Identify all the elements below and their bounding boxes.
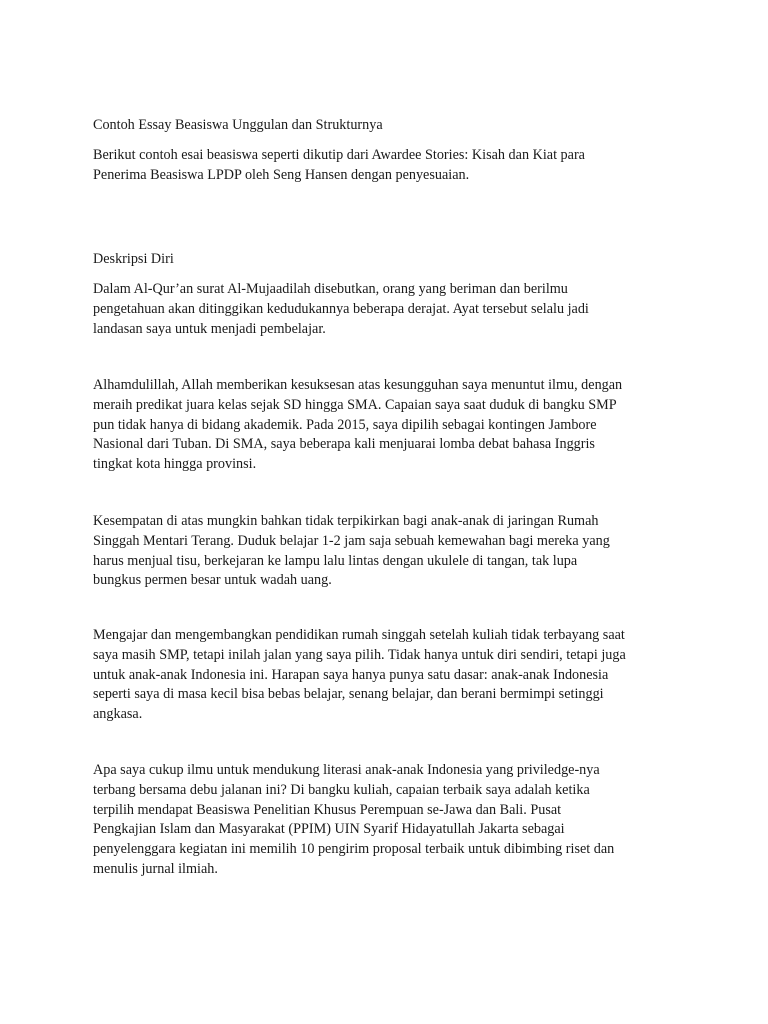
paragraph-line: Dalam Al-Qur’an surat Al-Mujaadilah disebutkan, orang yang beriman dan berilmu: [93, 281, 568, 297]
paragraph-line: terbang bersama debu jalanan ini? Di bangku kuliah, capaian terbaik saya adalah ketika: [93, 781, 590, 798]
paragraph-line: Kesempatan di atas mungkin bahkan tidak terpikirkan bagi anak-anak di jaringan Rumah: [93, 513, 599, 529]
paragraph-line: pun tidak hanya di bidang akademik. Pada 2015, saya dipilih sebagai kontingen Jambore: [93, 416, 597, 433]
paragraph-line: saya masih SMP, tetapi inilah jalan yang saya pilih. Tidak hanya untuk diri sendiri, tetapi juga: [93, 646, 626, 663]
paragraph-line: terpilih mendapat Beasiswa Penelitian Khusus Perempuan se-Jawa dan Bali. Pusat: [93, 801, 562, 818]
paragraph-line: Mengajar dan mengembangkan pendidikan rumah singgah setelah kuliah tidak terbayang saat: [93, 627, 625, 643]
intro-paragraph: [93, 146, 693, 186]
paragraph-line: tingkat kota hingga provinsi.: [93, 456, 257, 473]
paragraph-line: Nasional dari Tuban. Di SMA, saya beberapa kali menjuarai lomba debat bahasa Inggris: [93, 436, 595, 453]
section-heading: [93, 250, 693, 270]
intro-line: Penerima Beasiswa LPDP oleh Seng Hansen dengan penyesuaian.: [93, 166, 470, 183]
paragraph-line: bungkus permen besar untuk wadah uang.: [93, 572, 332, 589]
paragraph-line: Pengkajian Islam dan Masyarakat (PPIM) UIN Syarif Hidayatullah Jakarta sebagai: [93, 821, 565, 838]
document-title: [93, 116, 693, 136]
paragraph-line: pengetahuan akan ditinggikan kedudukannya beberapa derajat. Ayat tersebut selalu jadi: [93, 300, 589, 317]
paragraph-line: Alhamdulillah, Allah memberikan kesuksesan atas kesungguhan saya menuntut ilmu, dengan: [93, 377, 623, 393]
paragraph-line: harus menjual tisu, berkejaran ke lampu lalu lintas dengan ukulele di tangan, tak lupa: [93, 552, 578, 569]
body-paragraph-5: [93, 761, 693, 880]
body-paragraph-1: [93, 280, 693, 339]
paragraph-line: angkasa.: [93, 706, 143, 723]
section-heading-text: Deskripsi Diri: [93, 251, 174, 267]
paragraph-line: untuk anak-anak Indonesia ini. Harapan saya hanya punya satu dasar: anak-anak Indonesia: [93, 666, 609, 683]
document-title-text: Contoh Essay Beasiswa Unggulan dan Strukturnya: [93, 117, 383, 133]
paragraph-line: menulis jurnal ilmiah.: [93, 860, 218, 877]
body-paragraph-2: [93, 376, 693, 475]
paragraph-line: penyelenggara kegiatan ini memilih 10 pengirim proposal terbaik untuk dibimbing riset dan: [93, 841, 615, 858]
paragraph-line: Singgah Mentari Terang. Duduk belajar 1-2 jam saja sebuah kemewahan bagi mereka yang: [93, 532, 610, 549]
paragraph-line: seperti saya di masa kecil bisa bebas belajar, senang belajar, dan berani bermimpi setinggi: [93, 686, 604, 703]
intro-line: Berikut contoh esai beasiswa seperti dikutip dari Awardee Stories: Kisah dan Kiat para: [93, 147, 585, 163]
paragraph-line: meraih predikat juara kelas sejak SD hingga SMA. Capaian saya saat duduk di bangku SMP: [93, 396, 617, 413]
body-paragraph-4: [93, 626, 693, 725]
paragraph-line: Apa saya cukup ilmu untuk mendukung literasi anak-anak Indonesia yang priviledge-nya: [93, 762, 600, 778]
paragraph-line: landasan saya untuk menjadi pembelajar.: [93, 320, 326, 337]
body-paragraph-3: [93, 512, 693, 591]
